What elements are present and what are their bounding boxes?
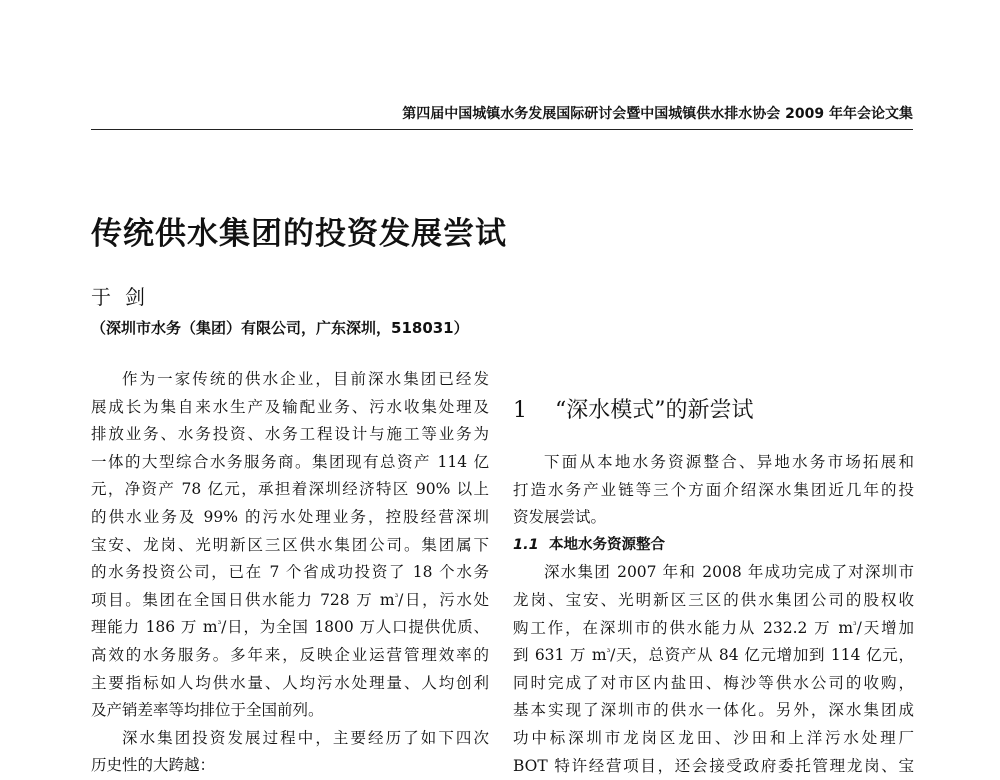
body-line: 同时完成了对市区内盐田、梅沙等供水公司的收购， — [513, 673, 914, 692]
body-line: 高效的水务服务。多年来，反映企业运营管理效率的 — [91, 645, 489, 664]
body-line: 项目。集团在全国日供水能力 728 万 $m^{^3}/$日，污水处 — [91, 590, 489, 609]
body-line: 历史性的大跨越： — [91, 756, 216, 775]
body-line: 的供水业务及 99% 的污水处理业务，控股经营深圳 — [91, 507, 489, 526]
section-heading — [513, 396, 914, 426]
section-spacer — [513, 426, 914, 449]
body-line: 主要指标如人均供水量、人均污水处理量、人均创利 — [91, 673, 489, 692]
right-column — [513, 396, 914, 780]
body-line: 展成长为集自来水生产及输配业务、污水收集处理及 — [91, 397, 489, 416]
body-line: 宝安、龙岗、光明新区三区供水集团公司。集团属下 — [91, 535, 489, 554]
body-line: 深水集团 2007 年和 2008 年成功完成了对深圳市 — [544, 563, 914, 582]
running-head: 第四届中国城镇水务发展国际研讨会暨中国城镇供水排水协会 2009 年年会论文集 — [402, 106, 913, 122]
header-rule — [91, 129, 913, 130]
body-line: 作为一家传统的供水企业，目前深水集团已经发 — [122, 370, 489, 388]
body-line: 下面从本地水务资源整合、异地水务市场拓展和 — [544, 453, 914, 471]
body-line: 龙岗、宝安、光明新区三区的供水集团公司的股权收 — [513, 590, 914, 609]
body-line: 打造水务产业链等三个方面介绍深水集团近几年的投 — [513, 480, 914, 499]
body-line: 到 631 万 $m^{^3}/$天，总资产从 84 亿元增加到 114 亿元， — [513, 646, 914, 665]
body-line: 一体的大型综合水务服务商。集团现有总资产 114 亿 — [91, 452, 489, 471]
body-line: 及产销差率等均排位于全国前列。 — [91, 701, 324, 720]
body-line: 功中标深圳市龙岗区龙田、沙田和上洋污水处理厂 — [513, 728, 914, 747]
body-line: 排放业务、水务投资、水务工程设计与施工等业务为 — [91, 425, 489, 444]
author-affiliation: （深圳市水务（集团）有限公司，广东深圳，518031） — [91, 319, 469, 337]
body-line: 基本实现了深圳市的供水一体化。另外，深水集团成 — [513, 701, 914, 720]
section-title: “深水模式”的新尝试 — [555, 398, 754, 423]
superscript: ³ — [853, 620, 857, 631]
body-line: 的水务投资公司，已在 7 个省成功投资了 18 个水务 — [91, 563, 489, 582]
body-line: 资发展尝试。 — [513, 508, 607, 527]
section-number: 1 — [513, 398, 527, 423]
body-line: 深水集团投资发展过程中，主要经历了如下四次 — [122, 728, 489, 747]
subsection-number: 1.1 — [513, 536, 539, 553]
superscript: ³ — [606, 648, 611, 659]
superscript: ³ — [217, 620, 222, 631]
body-line: 购工作，在深圳市的供水能力从 232.2 万 $m^{^3}/$天增加 — [513, 618, 914, 637]
paper-title: 传统供水集团的投资发展尝试 — [91, 216, 507, 252]
body-line: 元，净资产 78 亿元，承担着深圳经济特区 90% 以上 — [91, 480, 489, 499]
superscript: ³ — [394, 592, 399, 603]
left-column — [91, 366, 489, 780]
subsection-title: 本地水务资源整合 — [549, 536, 665, 553]
author-name: 于剑 — [91, 285, 159, 309]
subsection-heading — [513, 532, 914, 560]
body-line: BOT 特许经营项目，还会接受政府委托管理龙岗、宝 — [513, 756, 914, 775]
body-line: 理能力 186 万 $m^{^3}/$日，为全国 1800 万人口提供优质、 — [91, 618, 489, 637]
